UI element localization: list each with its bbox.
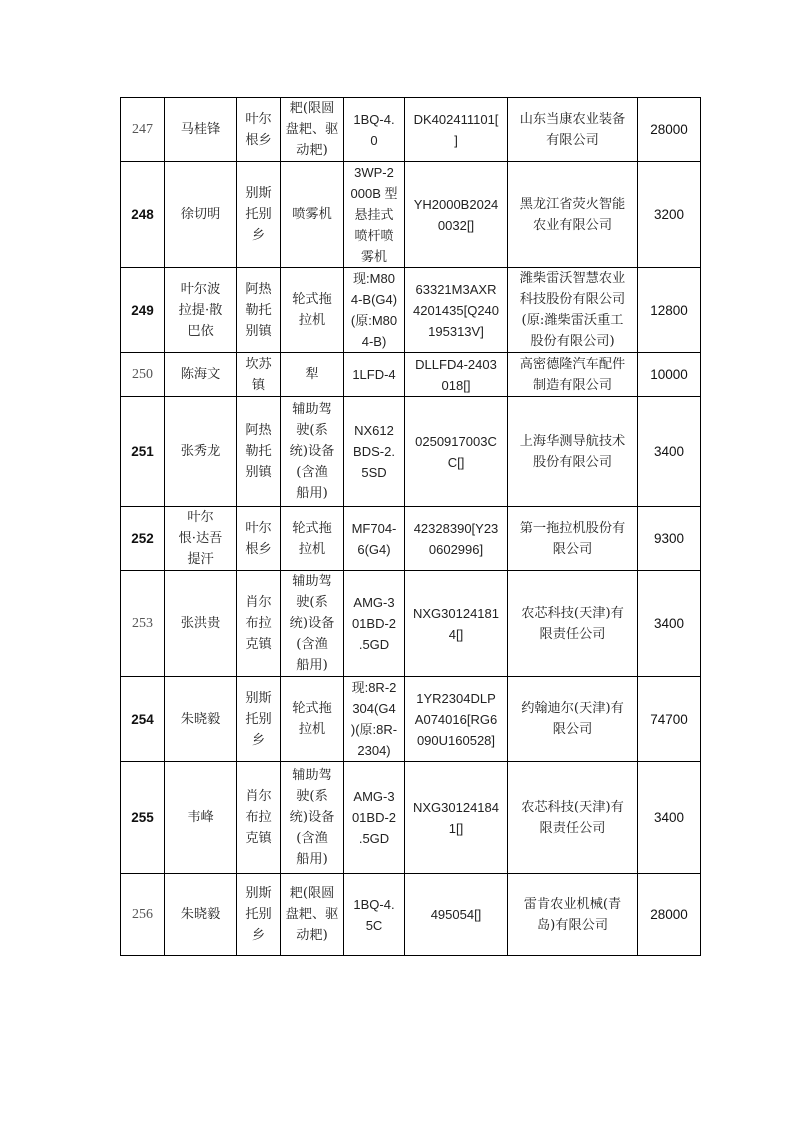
farmer-name: 徐切明 xyxy=(165,162,237,268)
machine-model: MF704- 6(G4) xyxy=(344,507,405,571)
township: 别斯 托别 乡 xyxy=(237,874,281,956)
row-number: 249 xyxy=(121,268,165,353)
table-row xyxy=(121,762,701,874)
subsidy-amount: 9300 xyxy=(638,507,701,571)
subsidy-table xyxy=(120,97,701,956)
manufacturer: 农芯科技(天津)有 限责任公司 xyxy=(508,571,638,677)
manufacturer: 潍柴雷沃智慧农业 科技股份有限公司 (原:潍柴雷沃重工 股份有限公司) xyxy=(508,268,638,353)
subsidy-amount: 3400 xyxy=(638,762,701,874)
serial-number: NXG30124184 1[] xyxy=(405,762,508,874)
serial-number: NXG30124181 4[] xyxy=(405,571,508,677)
machine-type: 轮式拖 拉机 xyxy=(281,268,344,353)
serial-number: 495054[] xyxy=(405,874,508,956)
table-row xyxy=(121,162,701,268)
township: 别斯 托别 乡 xyxy=(237,162,281,268)
machine-model: 1BQ-4. 5C xyxy=(344,874,405,956)
row-number: 254 xyxy=(121,677,165,762)
row-number: 251 xyxy=(121,397,165,507)
township: 阿热 勒托 别镇 xyxy=(237,268,281,353)
serial-number: 0250917003C C[] xyxy=(405,397,508,507)
manufacturer: 约翰迪尔(天津)有 限公司 xyxy=(508,677,638,762)
row-number: 250 xyxy=(121,353,165,397)
row-number: 253 xyxy=(121,571,165,677)
machine-model: NX612 BDS-2. 5SD xyxy=(344,397,405,507)
machine-type: 耙(限圆 盘耙、驱 动耙) xyxy=(281,874,344,956)
machine-type: 犁 xyxy=(281,353,344,397)
subsidy-amount: 74700 xyxy=(638,677,701,762)
machine-model: 现:M80 4-B(G4) (原:M80 4-B) xyxy=(344,268,405,353)
machine-type: 辅助驾 驶(系 统)设备 (含渔 船用) xyxy=(281,571,344,677)
subsidy-amount: 3400 xyxy=(638,397,701,507)
serial-number: 1YR2304DLP A074016[RG6 090U160528] xyxy=(405,677,508,762)
serial-number: DLLFD4-2403 018[] xyxy=(405,353,508,397)
manufacturer: 雷肯农业机械(青 岛)有限公司 xyxy=(508,874,638,956)
machine-model: 现:8R-2 304(G4 )(原:8R- 2304) xyxy=(344,677,405,762)
subsidy-amount: 3400 xyxy=(638,571,701,677)
table-row xyxy=(121,874,701,956)
table-body xyxy=(121,98,701,956)
farmer-name: 韦峰 xyxy=(165,762,237,874)
manufacturer: 农芯科技(天津)有 限责任公司 xyxy=(508,762,638,874)
manufacturer: 第一拖拉机股份有 限公司 xyxy=(508,507,638,571)
subsidy-amount: 3200 xyxy=(638,162,701,268)
machine-model: AMG-3 01BD-2 .5GD xyxy=(344,762,405,874)
row-number: 252 xyxy=(121,507,165,571)
township: 肖尔 布拉 克镇 xyxy=(237,762,281,874)
farmer-name: 叶尔波 拉提·散 巴依 xyxy=(165,268,237,353)
farmer-name: 叶尔 恨·达吾 提汗 xyxy=(165,507,237,571)
machine-type: 轮式拖 拉机 xyxy=(281,507,344,571)
township: 肖尔 布拉 克镇 xyxy=(237,571,281,677)
manufacturer: 上海华测导航技术 股份有限公司 xyxy=(508,397,638,507)
subsidy-amount: 10000 xyxy=(638,353,701,397)
subsidy-amount: 28000 xyxy=(638,874,701,956)
machine-model: 1BQ-4. 0 xyxy=(344,98,405,162)
township: 阿热 勒托 别镇 xyxy=(237,397,281,507)
subsidy-amount: 28000 xyxy=(638,98,701,162)
subsidy-amount: 12800 xyxy=(638,268,701,353)
farmer-name: 朱晓毅 xyxy=(165,677,237,762)
farmer-name: 朱晓毅 xyxy=(165,874,237,956)
table-row xyxy=(121,571,701,677)
machine-type: 辅助驾 驶(系 统)设备 (含渔 船用) xyxy=(281,762,344,874)
serial-number: YH2000B2024 0032[] xyxy=(405,162,508,268)
machine-model: AMG-3 01BD-2 .5GD xyxy=(344,571,405,677)
township: 别斯 托别 乡 xyxy=(237,677,281,762)
township: 叶尔 根乡 xyxy=(237,507,281,571)
township: 叶尔 根乡 xyxy=(237,98,281,162)
farmer-name: 马桂锋 xyxy=(165,98,237,162)
serial-number: 63321M3AXR 4201435[Q240 195313V] xyxy=(405,268,508,353)
row-number: 255 xyxy=(121,762,165,874)
table-row xyxy=(121,353,701,397)
table-row xyxy=(121,507,701,571)
serial-number: DK402411101[ ] xyxy=(405,98,508,162)
table-row xyxy=(121,397,701,507)
machine-type: 喷雾机 xyxy=(281,162,344,268)
table-row xyxy=(121,677,701,762)
table-row xyxy=(121,98,701,162)
machine-type: 轮式拖 拉机 xyxy=(281,677,344,762)
farmer-name: 陈海文 xyxy=(165,353,237,397)
machine-model: 1LFD-4 xyxy=(344,353,405,397)
row-number: 248 xyxy=(121,162,165,268)
farmer-name: 张洪贵 xyxy=(165,571,237,677)
manufacturer: 山东当康农业装备 有限公司 xyxy=(508,98,638,162)
manufacturer: 高密德隆汽车配件 制造有限公司 xyxy=(508,353,638,397)
row-number: 256 xyxy=(121,874,165,956)
serial-number: 42328390[Y23 0602996] xyxy=(405,507,508,571)
machine-type: 耙(限圆 盘耙、驱 动耙) xyxy=(281,98,344,162)
row-number: 247 xyxy=(121,98,165,162)
table-row xyxy=(121,268,701,353)
machine-type: 辅助驾 驶(系 统)设备 (含渔 船用) xyxy=(281,397,344,507)
manufacturer: 黑龙江省荧火智能 农业有限公司 xyxy=(508,162,638,268)
farmer-name: 张秀龙 xyxy=(165,397,237,507)
township: 坎苏 镇 xyxy=(237,353,281,397)
machine-model: 3WP-2 000B 型 悬挂式 喷杆喷 雾机 xyxy=(344,162,405,268)
